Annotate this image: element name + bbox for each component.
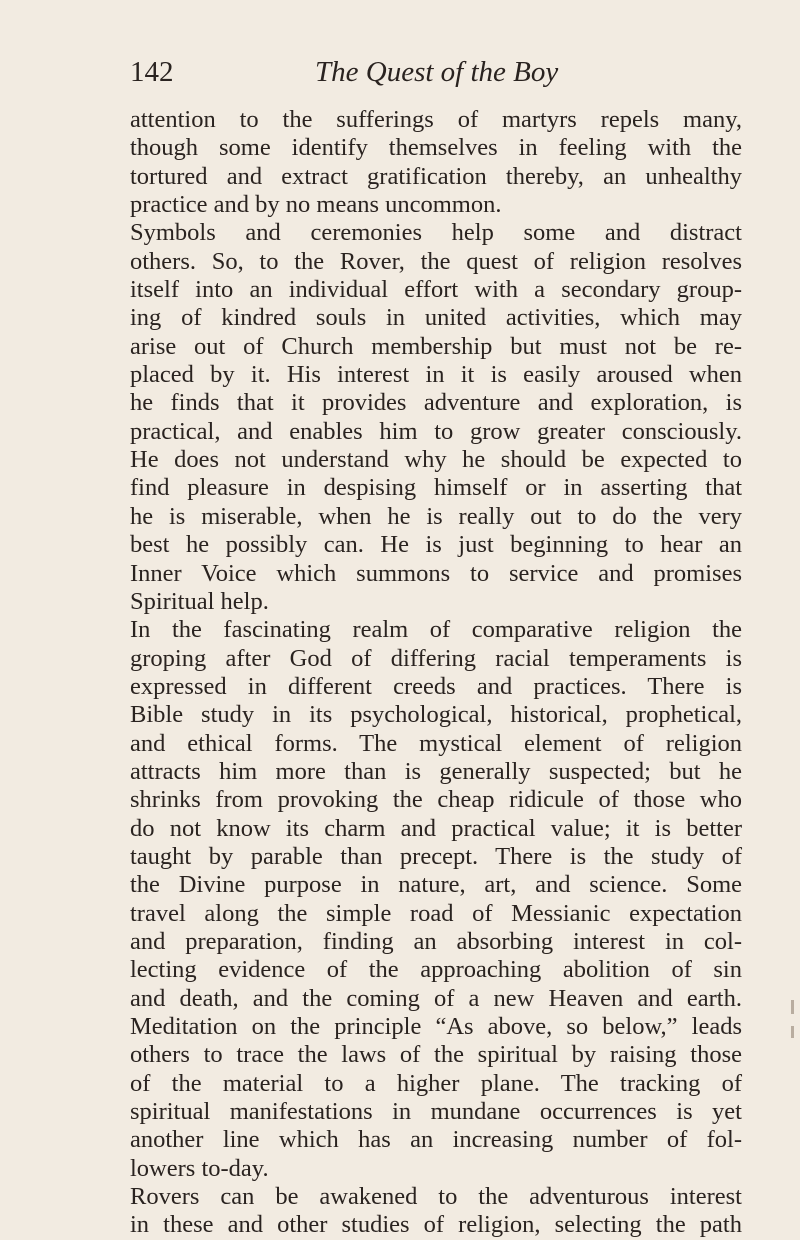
text-line: attention to the sufferings of martyrs repels many, <box>130 106 742 133</box>
text-line: Symbols and ceremonies help some and distract <box>130 219 742 247</box>
text-line: though some identify themselves in feeling with the <box>130 134 742 162</box>
text-line: in these and other studies of religion, selecting the path <box>130 1211 742 1239</box>
text-line: tortured and extract gratification thereby, an unhealthy <box>130 162 742 190</box>
text-line: find pleasure in despising himself or in asserting that <box>130 474 742 502</box>
text-line: do not know its charm and practical value; it is better <box>130 814 742 842</box>
page-number: 142 <box>130 56 174 88</box>
text-line: attracts him more than is generally suspected; but he <box>130 757 742 785</box>
text-line: others. So, to the Rover, the quest of religion resolves <box>130 247 742 275</box>
text-line: Inner Voice which summons to service and promises <box>130 559 742 587</box>
text-line: arise out of Church membership but must not be re- <box>130 332 742 360</box>
text-line: others to trace the laws of the spiritual by raising those <box>130 1041 742 1069</box>
text-line: itself into an individual effort with a secondary group- <box>130 276 742 304</box>
body-text <box>130 106 742 1240</box>
text-line: Bible study in its psychological, historical, prophetical, <box>130 701 742 729</box>
text-line: the Divine purpose in nature, art, and science. Some <box>130 871 742 899</box>
text-line: practical, and enables him to grow greater consciously. <box>130 417 742 445</box>
text-line: taught by parable than precept. There is the study of <box>130 842 742 870</box>
text-line: another line which has an increasing number of fol- <box>130 1126 742 1154</box>
text-line: of the material to a higher plane. The tracking of <box>130 1069 742 1097</box>
page-edge-mark <box>791 1026 794 1038</box>
text-line: groping after God of differing racial temperaments is <box>130 644 742 672</box>
text-line: and preparation, finding an absorbing interest in col- <box>130 927 742 955</box>
text-line: Rovers can be awakened to the adventurous interest <box>130 1183 742 1211</box>
text-line: ing of kindred souls in united activities, which may <box>130 304 742 332</box>
text-line: Meditation on the principle “As above, so below,” leads <box>130 1013 742 1040</box>
text-line: spiritual manifestations in mundane occurrences is yet <box>130 1098 742 1126</box>
text-line: expressed in different creeds and practices. There is <box>130 672 742 700</box>
text-line: he is miserable, when he is really out to do the very <box>130 502 742 530</box>
text-line: and ethical forms. The mystical element of religion <box>130 729 742 757</box>
page-header <box>130 52 740 92</box>
text-line: In the fascinating realm of comparative religion the <box>130 616 742 644</box>
text-line: He does not understand why he should be expected to <box>130 446 742 474</box>
page-edge-mark <box>791 1000 794 1014</box>
text-line: and death, and the coming of a new Heaven and earth. <box>130 984 742 1012</box>
text-line: travel along the simple road of Messianic expectation <box>130 899 742 927</box>
text-line: shrinks from provoking the cheap ridicule of those who <box>130 786 742 814</box>
text-line: placed by it. His interest in it is easily aroused when <box>130 361 742 389</box>
text-line: Spiritual help. <box>130 587 269 615</box>
text-line: lecting evidence of the approaching abolition of sin <box>130 956 742 984</box>
text-line: lowers to-day. <box>130 1154 269 1182</box>
text-line: he finds that it provides adventure and exploration, is <box>130 389 742 417</box>
running-title: The Quest of the Boy <box>315 56 559 88</box>
text-line: practice and by no means uncommon. <box>130 191 502 219</box>
text-line: best he possibly can. He is just beginning to hear an <box>130 531 742 559</box>
